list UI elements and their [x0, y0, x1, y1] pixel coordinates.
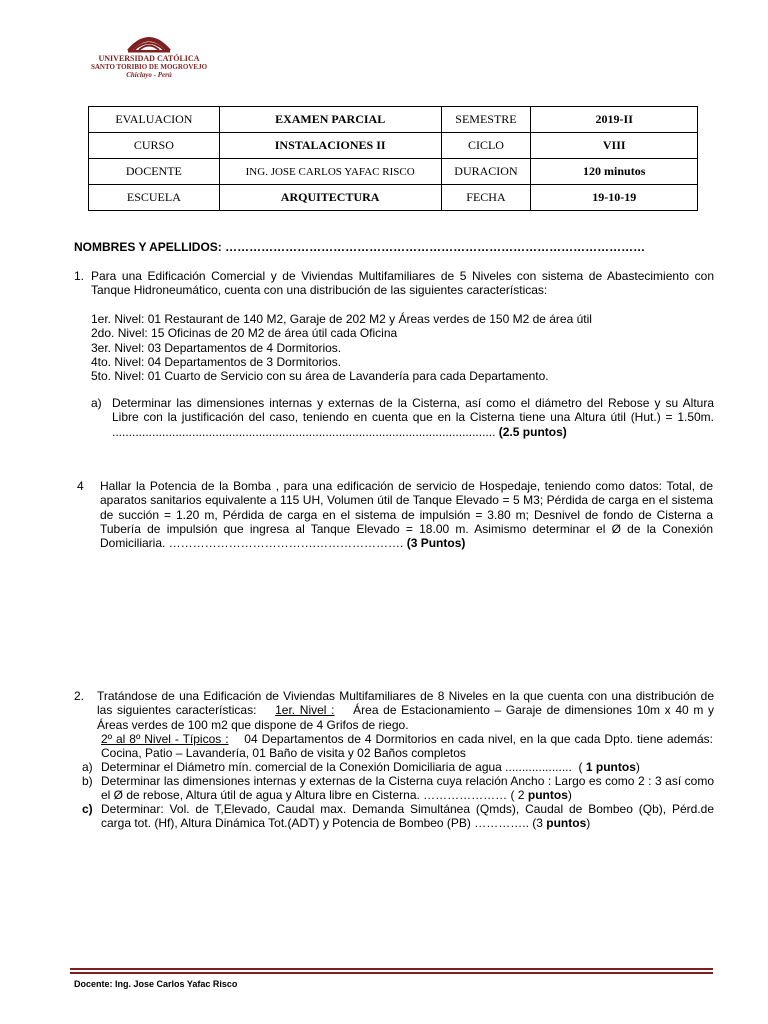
item-text [101, 802, 714, 831]
table-cell: ESCUELA [89, 185, 220, 211]
level-1-text: Área de Estacionamiento – Garaje de dimensiones 10m x 40 m y Áreas verdes de 100 m2 que dispone de 4 Grifos de riego. [97, 703, 715, 732]
table-row [89, 133, 698, 159]
table-row [89, 159, 698, 185]
table-cell: SEMESTRE [441, 107, 531, 133]
names-label: NOMBRES Y APELLIDOS: [74, 240, 222, 254]
item-label: b) [82, 774, 93, 788]
logo-line-2: SANTO TORIBIO DE MOGROVEJO [90, 63, 208, 71]
item-text [112, 396, 714, 439]
table-cell: INSTALACIONES II [219, 133, 441, 159]
question-body: Hallar la Potencia de la Bomba , para una edificación de servicio de Hospedaje, teniendo como datos: Total, de aparatos sanitarios equivalente a 115 UH, Volumen útil de Tanque Elevado = 5 M3; Pérdida de carga en el sistema de succión = 1.20 m, Pérdida de carga en el sistema de impulsión = 3.80 m; Desnivel de fondo de Cisterna a Tubería de impulsión que ingresa al Tanque Elevado = 18.00 m. Asimismo determinar el Ø de la Conexión Domiciliaria. ……………………………….…………………. [100, 479, 713, 551]
item-body: Determinar el Diámetro mín. comercial de la Conexión Domiciliaria de agua .................... [101, 760, 572, 774]
table-cell: 2019-II [531, 107, 698, 133]
footer-divider [70, 968, 713, 977]
list-item: 4to. Nivel: 04 Departamentos de 3 Dormitorios. [91, 354, 342, 369]
levels-list [91, 312, 691, 383]
points-label: (3 Puntos) [406, 536, 466, 551]
table-cell: EXAMEN PARCIAL [219, 107, 441, 133]
names-dots: …………………………………………………………………………………………… [225, 240, 646, 254]
table-cell: ING. JOSE CARLOS YAFAC RISCO [219, 159, 441, 185]
question-number: 4 [77, 479, 84, 493]
table-cell: ARQUITECTURA [219, 185, 441, 211]
item-text [101, 774, 714, 803]
table-cell: VIII [531, 133, 698, 159]
exam-header-table [88, 106, 698, 211]
table-cell: EVALUACION [89, 107, 220, 133]
level-1-label: 1er. Nivel : [275, 703, 335, 718]
table-cell: DOCENTE [89, 159, 220, 185]
item-body: Determinar las dimensiones internas y externas de la Cisterna, así como el diámetro del Rebose y su Altura Libre con la justificación del caso, teniendo en cuenta que en la Cisterna tiene una Altura útil (Hut.) = 1.50m. ................................................................................................................... [112, 396, 714, 439]
logo-line-3: Chiclayo - Perú [126, 71, 172, 79]
points-open: ( [578, 760, 586, 774]
level-2-label: 2º al 8º Nivel - Típicos : [101, 732, 229, 746]
table-cell: 120 minutos [531, 159, 698, 185]
table-cell: 19-10-19 [531, 185, 698, 211]
item-label: a) [82, 760, 93, 774]
question-intro-text: Tratándose de una Edificación de Viviendas Multifamiliares de 8 Niveles en la que cuenta con una distribución de las siguientes características: [97, 689, 714, 718]
list-item: 5to. Nivel: 01 Cuarto de Servicio con su área de Lavandería para cada Departamento. [91, 369, 549, 384]
question-intro [97, 689, 714, 732]
item-label: a) [91, 396, 102, 410]
table-cell: CURSO [89, 133, 220, 159]
list-item: 1er. Nivel: 01 Restaurant de 140 M2, Garaje de 202 M2 y Áreas verdes de 150 M2 de área útil [91, 312, 592, 326]
question-text [100, 479, 713, 550]
points-close: ) [635, 760, 640, 774]
logo-line-1: UNIVERSIDAD CATÓLICA [98, 54, 200, 63]
university-emblem-icon [124, 30, 174, 54]
level-2-block [101, 732, 713, 761]
table-cell: DURACION [441, 159, 531, 185]
question-number: 1. [74, 269, 85, 283]
question-4 [77, 479, 713, 550]
footer-text: Docente: Ing. Jose Carlos Yafac Risco [74, 979, 238, 989]
points-label: puntos [546, 816, 587, 831]
table-row [89, 107, 698, 133]
names-line [74, 240, 645, 254]
question-2 [74, 689, 714, 732]
question-2a [82, 760, 714, 774]
item-body: Determinar las dimensiones internas y externas de la Cisterna cuya relación Ancho : Largo es como 2 : 3 así como el Ø de rebose, Altura útil de agua y Altura libre en Cisterna. ………………… [101, 774, 714, 803]
level-2-text: 04 Departamentos de 4 Dormitorios en cada nivel, en la que cada Dpto. tiene además: Cocina, Patio – Lavandería, 01 Baño de visita y 02 Baños completos [101, 732, 713, 761]
points-open: ( 2 [510, 788, 528, 803]
question-2b [82, 774, 714, 803]
list-item: 3er. Nivel: 03 Departamentos de 4 Dormitorios. [91, 340, 342, 355]
item-body: Determinar: Vol. de T,Elevado, Caudal max. Demanda Simultánea (Qmds), Caudal de Bombeo (Qb), Pérd.de carga tot. (Hf), Altura Dinámica Tot.(ADT) y Potencia de Bombeo (PB) ………….. (3 [101, 802, 714, 831]
points-label: 1 puntos [585, 760, 636, 774]
points-close: ) [586, 816, 591, 831]
list-item: 2do. Nivel: 15 Oficinas de 20 M2 de área útil cada Oficina [91, 326, 398, 341]
item-label: c) [82, 802, 93, 816]
question-1 [74, 269, 714, 298]
question-intro: Para una Edificación Comercial y de Viviendas Multifamiliares de 5 Niveles con sistema de Abastecimiento con Tanque Hidroneumático, cuenta con una distribución de las siguientes características: [91, 269, 714, 298]
question-number: 2. [74, 689, 85, 703]
points-label: (2.5 puntos) [498, 424, 567, 439]
question-1a [91, 396, 714, 439]
table-cell: FECHA [441, 185, 531, 211]
question-2c [82, 802, 714, 831]
points-close: ) [567, 788, 572, 803]
table-cell: CICLO [441, 133, 531, 159]
item-text [101, 760, 714, 774]
table-row [89, 185, 698, 211]
university-logo [88, 30, 210, 86]
points-label: puntos [527, 788, 568, 803]
